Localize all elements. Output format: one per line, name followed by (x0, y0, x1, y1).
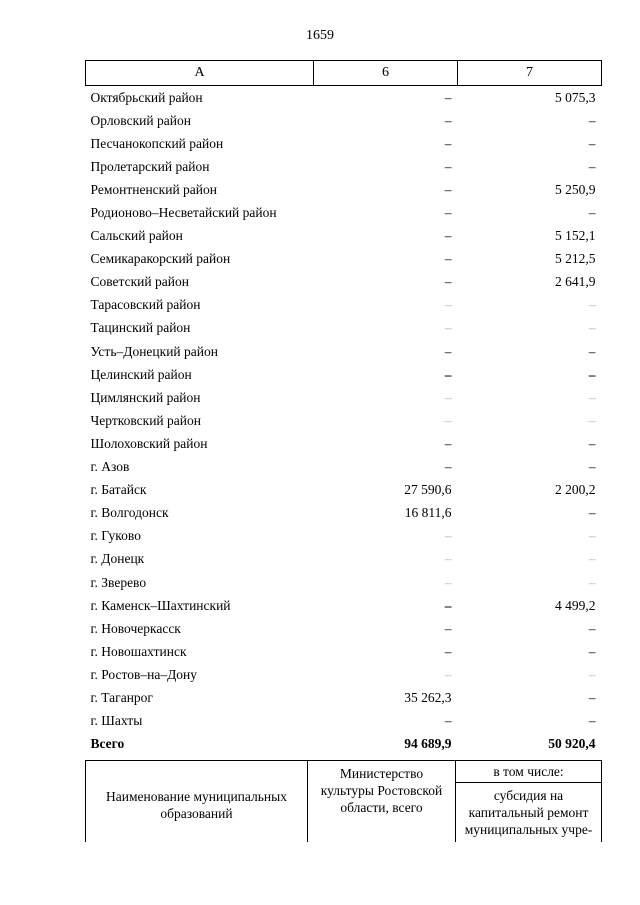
municipality-name: г. Ростов–на–Дону (90, 666, 198, 682)
table-row (86, 294, 602, 317)
table-row (86, 86, 602, 110)
table-row (86, 686, 602, 709)
municipality-name: г. Зверево (90, 574, 147, 590)
table-row (86, 317, 602, 340)
municipality-name: Усть–Донецкий район (90, 343, 218, 359)
value-col-6: – (444, 89, 452, 105)
value-col-7: – (588, 643, 596, 659)
municipality-name: Чертковский район (90, 412, 201, 428)
table-row (86, 271, 602, 294)
value-col-6: – (444, 343, 452, 359)
value-col-7: – (588, 320, 596, 336)
value-col-6: – (444, 320, 452, 336)
municipality-name: Тацинский район (90, 320, 191, 336)
value-col-7: – (588, 620, 596, 636)
value-col-6: – (444, 643, 452, 659)
value-col-7: 5 152,1 (555, 228, 596, 244)
value-col-7: – (588, 528, 596, 544)
value-col-7: 5 250,9 (555, 181, 596, 197)
value-col-6: 27 590,6 (404, 482, 452, 498)
header-col-7: 7 (458, 61, 602, 86)
value-col-7: 5 212,5 (555, 251, 596, 267)
header-subsidy-capital-repair: субсидия на капитальный ремонт муниципальных учре- (456, 783, 602, 843)
table-row (86, 479, 602, 502)
table-row (86, 225, 602, 248)
municipality-name: Пролетарский район (90, 158, 210, 174)
table-row (86, 409, 602, 432)
value-col-7: – (588, 343, 596, 359)
municipality-name: Ремонтненский район (90, 181, 217, 197)
municipality-name: г. Таганрог (90, 689, 153, 705)
value-col-6: – (444, 135, 452, 151)
value-col-7: – (588, 574, 596, 590)
value-col-6: – (444, 297, 452, 313)
table-row (86, 548, 602, 571)
value-col-7: – (588, 505, 596, 521)
table-row (86, 502, 602, 525)
table-row (86, 525, 602, 548)
value-col-6: 16 811,6 (404, 505, 452, 521)
municipality-name: Шолоховский район (90, 435, 208, 451)
value-col-6: – (444, 666, 452, 682)
value-col-6: – (444, 251, 452, 267)
municipality-name: Тарасовский район (90, 297, 201, 313)
table-row (86, 155, 602, 178)
table-row (86, 617, 602, 640)
value-col-7: – (588, 135, 596, 151)
table-body (86, 86, 602, 756)
value-col-6: – (444, 574, 452, 590)
municipality-name: г. Новочеркасск (90, 620, 181, 636)
table-row (86, 640, 602, 663)
value-col-6: – (444, 274, 452, 290)
data-table (85, 60, 602, 756)
value-col-6: 35 262,3 (404, 689, 452, 705)
value-col-6: – (444, 551, 452, 567)
table-row (86, 663, 602, 686)
table-row (86, 178, 602, 201)
total-col-6: 94 689,9 (404, 736, 452, 752)
table-row (86, 571, 602, 594)
municipality-name: Семикаракорский район (90, 251, 231, 267)
value-col-6: – (444, 620, 452, 636)
municipality-name: Сальский район (90, 228, 183, 244)
value-col-7: 5 075,3 (555, 89, 596, 105)
table-header-row (86, 61, 602, 86)
municipality-name: г. Шахты (90, 713, 143, 729)
municipality-name: г. Батайск (90, 482, 147, 498)
header-col-6: 6 (314, 61, 458, 86)
value-col-6: – (444, 459, 452, 475)
value-col-7: – (588, 435, 596, 451)
continuation-header-table (85, 760, 602, 842)
value-col-7: – (588, 366, 596, 382)
municipality-name: г. Донецк (90, 551, 145, 567)
municipality-name: г. Азов (90, 459, 130, 475)
header-municipality-name: Наименование муниципальных образований (86, 761, 308, 843)
value-col-6: – (444, 412, 452, 428)
municipality-name: Орловский район (90, 112, 191, 128)
value-col-7: – (588, 666, 596, 682)
table-row (86, 710, 602, 733)
table-row (86, 248, 602, 271)
value-col-7: – (588, 459, 596, 475)
value-col-6: – (444, 181, 452, 197)
value-col-7: – (588, 205, 596, 221)
municipality-name: г. Каменск–Шахтинский (90, 597, 231, 613)
value-col-6: – (444, 528, 452, 544)
value-col-7: – (588, 389, 596, 405)
municipality-name: Целинский район (90, 366, 192, 382)
header-ministry-total: Министерство культуры Ростовской области, всего (308, 761, 456, 843)
table-row (86, 132, 602, 155)
value-col-6: – (444, 228, 452, 244)
municipality-name: г. Новошахтинск (90, 643, 187, 659)
municipality-name: Советский район (90, 274, 189, 290)
page-number: 1659 (306, 28, 334, 43)
value-col-6: – (444, 205, 452, 221)
total-row (86, 733, 602, 756)
value-col-6: – (444, 112, 452, 128)
value-col-7: – (588, 297, 596, 313)
value-col-6: – (444, 158, 452, 174)
value-col-7: – (588, 158, 596, 174)
value-col-7: – (588, 551, 596, 567)
value-col-6: – (444, 713, 452, 729)
value-col-7: 4 499,2 (555, 597, 596, 613)
table-row (86, 363, 602, 386)
header-col-a: А (86, 61, 314, 86)
value-col-7: 2 641,9 (555, 274, 596, 290)
header-including: в том числе: (456, 761, 602, 783)
municipality-name: Октябрьский район (90, 89, 203, 105)
table-row (86, 456, 602, 479)
value-col-7: 2 200,2 (555, 482, 596, 498)
municipality-name: г. Волгодонск (90, 505, 169, 521)
value-col-7: – (588, 412, 596, 428)
total-label: Всего (90, 736, 125, 752)
value-col-6: – (444, 366, 452, 382)
value-col-6: – (444, 435, 452, 451)
value-col-7: – (588, 112, 596, 128)
table-row (86, 201, 602, 224)
municipality-name: Песчанокопский район (90, 135, 224, 151)
table-row (86, 432, 602, 455)
value-col-7: – (588, 689, 596, 705)
table-row (86, 386, 602, 409)
total-col-7: 50 920,4 (548, 736, 596, 752)
data-table-wrapper (85, 60, 601, 756)
table-row (86, 109, 602, 132)
table-row (86, 340, 602, 363)
table-row (86, 594, 602, 617)
municipality-name: Родионово–Несветайский район (90, 205, 277, 221)
value-col-6: – (444, 389, 452, 405)
value-col-7: – (588, 713, 596, 729)
municipality-name: Цимлянский район (90, 389, 201, 405)
municipality-name: г. Гуково (90, 528, 141, 544)
value-col-6: – (444, 597, 452, 613)
